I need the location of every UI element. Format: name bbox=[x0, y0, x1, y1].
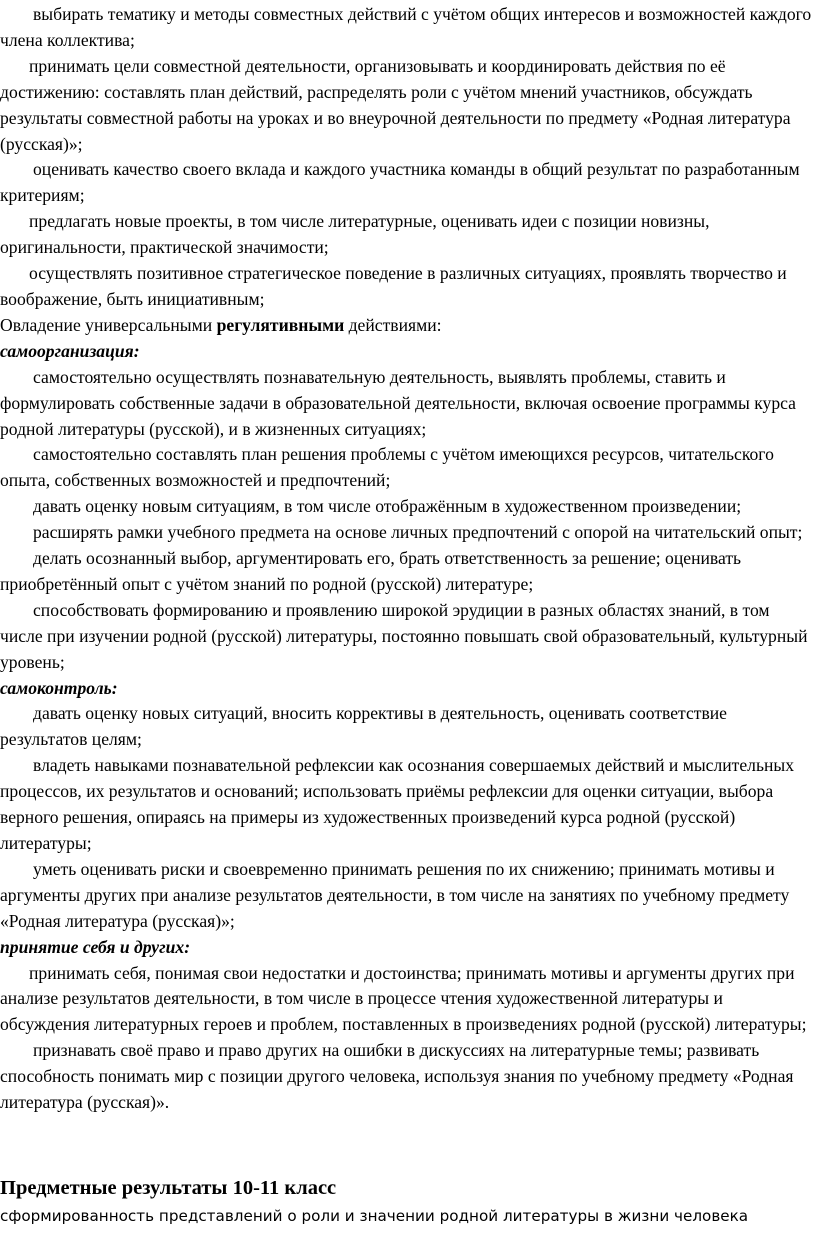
self-organization-item: самостоятельно осуществлять познавательную деятельность, выявлять проблемы, ставить и формулировать собственные задачи в образовательной деятельности, включая освоение программы курса родной литературы (русской), и в жизненных ситуациях; bbox=[0, 366, 796, 439]
paragraph-choose-topics: выбирать тематику и методы совместных действий с учётом общих интересов и возможностей каждого члена коллектива; bbox=[0, 4, 812, 50]
heading-acceptance: принятие себя и других: bbox=[0, 936, 191, 957]
section-title: Предметные результаты 10-11 класс bbox=[0, 1177, 337, 1199]
self-organization-item: способствовать формированию и проявлению широкой эрудиции в разных областях знаний, в том числе при изучении родной (русской) литературы, постоянно повышать свой образовательный, культурный уровень; bbox=[0, 599, 808, 672]
paragraph-accept-goals: принимать цели совместной деятельности, организовывать и координировать действия по её достижению: составлять план действий, распределять роли с учётом мнений участников, обсуждать результаты совместной работы на уроках и во внеурочной деятельности по предмету «Родная литература (русская)»; bbox=[0, 55, 791, 154]
regulatory-intro-before: Овладение универсальными bbox=[0, 314, 217, 335]
paragraph-positive-behavior: осуществлять позитивное стратегическое поведение в различных ситуациях, проявлять творчество и воображение, быть инициативным; bbox=[0, 263, 787, 309]
self-organization-item: самостоятельно составлять план решения проблемы с учётом имеющихся ресурсов, читательского опыта, собственных возможностей и предпочтений; bbox=[0, 444, 774, 491]
regulatory-intro-bold: регулятивными bbox=[216, 314, 345, 335]
acceptance-item: принимать себя, понимая свои недостатки и достоинства; принимать мотивы и аргументы других при анализе результатов деятельности, в том числе в процессе чтения художественной литературы и обсуждения литературных героев и проблем, поставленных в произведениях родной (русской) литературы; bbox=[0, 962, 807, 1035]
paragraph-assess-contribution: оценивать качество своего вклада и каждого участника команды в общий результат по разработанным критериям; bbox=[0, 159, 800, 206]
paragraph-propose-projects: предлагать новые проекты, в том числе литературные, оценивать идеи с позиции новизны, оригинальности, практической значимости; bbox=[0, 211, 710, 258]
self-control-item: уметь оценивать риски и своевременно принимать решения по их снижению; принимать мотивы и аргументы других при анализе результатов деятельности, в том числе на занятиях по учебному предмету «Родная литература (русская)»; bbox=[0, 858, 790, 931]
acceptance-item: признавать своё право и право других на ошибки в дискуссиях на литературные темы; развивать способность понимать мир с позиции другого человека, используя знания по учебному предмету «Родная литература (русская)». bbox=[0, 1040, 794, 1113]
self-organization-item: расширять рамки учебного предмета на основе личных предпочтений с опорой на читательский опыт; bbox=[33, 522, 803, 543]
heading-self-control: самоконтроль: bbox=[0, 677, 118, 698]
self-control-item: давать оценку новых ситуаций, вносить коррективы в деятельность, оценивать соответствие результатов целям; bbox=[0, 703, 727, 750]
regulatory-intro bbox=[0, 313, 814, 339]
self-organization-item: давать оценку новым ситуациям, в том числе отображённым в художественном произведении; bbox=[33, 496, 742, 517]
document-body bbox=[0, 2, 814, 1116]
regulatory-intro-after: действиями: bbox=[344, 314, 442, 335]
self-control-item: владеть навыками познавательной рефлексии как осознания совершаемых действий и мыслительных процессов, их результатов и оснований; использовать приёмы рефлексии для оценки ситуации, выбора верного решения, опираясь на примеры из художественных произведений курса родной (русской) литературы; bbox=[0, 755, 795, 853]
self-organization-item: делать осознанный выбор, аргументировать его, брать ответственность за решение; оценивать приобретённый опыт с учётом знаний по родной (русской) литературе; bbox=[0, 548, 742, 594]
section-first-line: сформированность представлений о роли и значении родной литературы в жизни человека bbox=[0, 1207, 749, 1225]
heading-self-organization: самоорганизация: bbox=[0, 340, 140, 361]
